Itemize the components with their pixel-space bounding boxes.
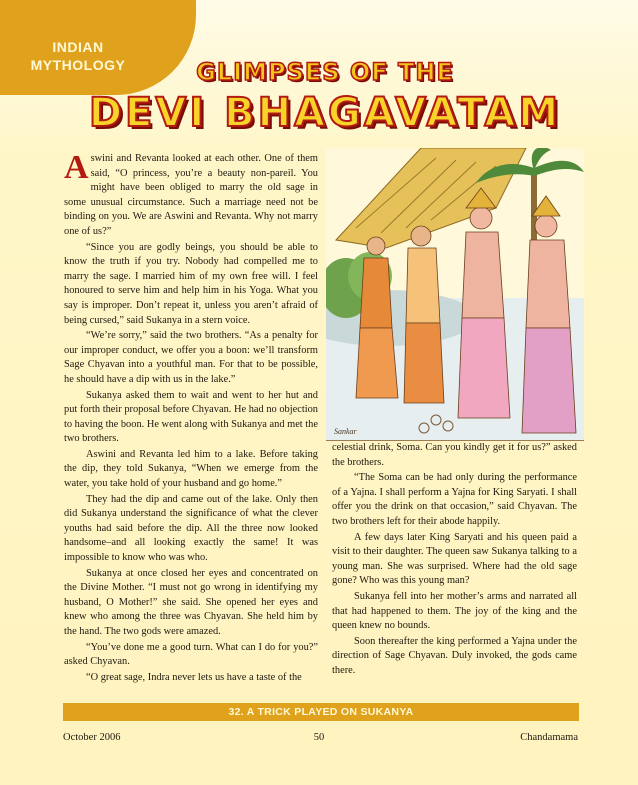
section-label bbox=[18, 38, 138, 74]
drop-cap: A bbox=[64, 149, 89, 186]
story-paragraph: “The Soma can be had only during the performance of a Yajna. I shall perform a Yajna for King Saryati. I shall offer you the drink on that occasion,” said Chyavan. The two brothers left for their abode happily. bbox=[332, 472, 577, 527]
story-illustration bbox=[326, 148, 584, 441]
story-paragraph: celestial drink, Soma. Can you kindly get it for us?” asked the brothers. bbox=[332, 442, 577, 468]
series-title: GLIMPSES OF THE bbox=[196, 58, 454, 86]
section-label-line2: MYTHOLOGY bbox=[30, 57, 126, 73]
story-paragraph: Sukanya asked them to wait and went to her hut and put forth their proposal before Chyavan. He had no objection to having the boon. He went along with Sukanya and met the two brothers. bbox=[64, 389, 318, 445]
story-column-left bbox=[64, 149, 318, 686]
story-paragraph: Sukanya fell into her mother’s arms and narrated all that had happened to them. The joy of the king and the queen knew no bounds. bbox=[332, 590, 577, 632]
magazine-name: Chandamama bbox=[520, 732, 578, 743]
footer-date: October 2006 bbox=[63, 732, 121, 743]
story-paragraph: They had the dip and came out of the lake. Only then did Sukanya understand the significance of what the clever youths had said before the dip. All the three now looked handsome–and all looking exactly the same! It was impossible to know who was who. bbox=[64, 493, 318, 564]
story-paragraph: Soon thereafter the king performed a Yajna under the direction of Sage Chyavan. Duly invoked, the gods came there. bbox=[332, 635, 577, 676]
story-paragraph: swini and Revanta looked at each other. One of them said, “O princess, you’re a beauty non-pareil. You might have been obliged to marry the old sage in some unusual circumstance. Such a marriage need not be binding on you. We are Aswini and Revanta. Why not marry one of us?” bbox=[64, 153, 318, 237]
story-paragraph: Sukanya at once closed her eyes and concentrated on the Divine Mother. “I must not go wrong in identifying my husband, O Mother!” she said. She opened her eyes and knew who among the three was Chyavan. She held him by the hand. The two gods were amazed. bbox=[64, 567, 318, 637]
story-paragraph: “We’re sorry,” said the two brothers. “As a penalty for our improper conduct, we offer you a boon: we’ll transform Sage Chyavan into a youthful man. For that to be possible, he should have a dip with us in the lake.” bbox=[64, 330, 318, 385]
story-paragraph: A few days later King Saryati and his queen paid a visit to their daughter. The queen saw Sukanya talking to a young man. She was surprised. Where had the old sage gone? Who was this young man? bbox=[332, 531, 577, 587]
episode-caption: 32. A TRICK PLAYED ON SUKANYA bbox=[63, 703, 579, 721]
page-title: DEVI BHAGAVATAM bbox=[88, 90, 562, 136]
story-paragraph: “You’ve done me a good turn. What can I do for you?” asked Chyavan. bbox=[64, 641, 318, 668]
story-paragraph: “Since you are godly beings, you should be able to know the truth if you try. Nobody had compelled me to marry the sage. I married him of my own free will. I feel honoured to serve him and help him in his Yoga. What you say is improper. Don’t repeat it, unless you aren’t afraid of being cursed,” said Sukanya in a stern voice. bbox=[64, 241, 318, 326]
section-label-line1: INDIAN bbox=[52, 39, 104, 55]
artist-signature: Sankar bbox=[334, 427, 357, 436]
story-column-right bbox=[332, 441, 577, 680]
story-paragraph: “O great sage, Indra never lets us have a taste of the bbox=[86, 671, 302, 683]
story-paragraph: Aswini and Revanta led him to a lake. Before taking the dip, they told Sukanya, “When we emerge from the water, you take hold of your husband and go home.” bbox=[64, 448, 318, 490]
page-number: 50 bbox=[313, 732, 325, 743]
